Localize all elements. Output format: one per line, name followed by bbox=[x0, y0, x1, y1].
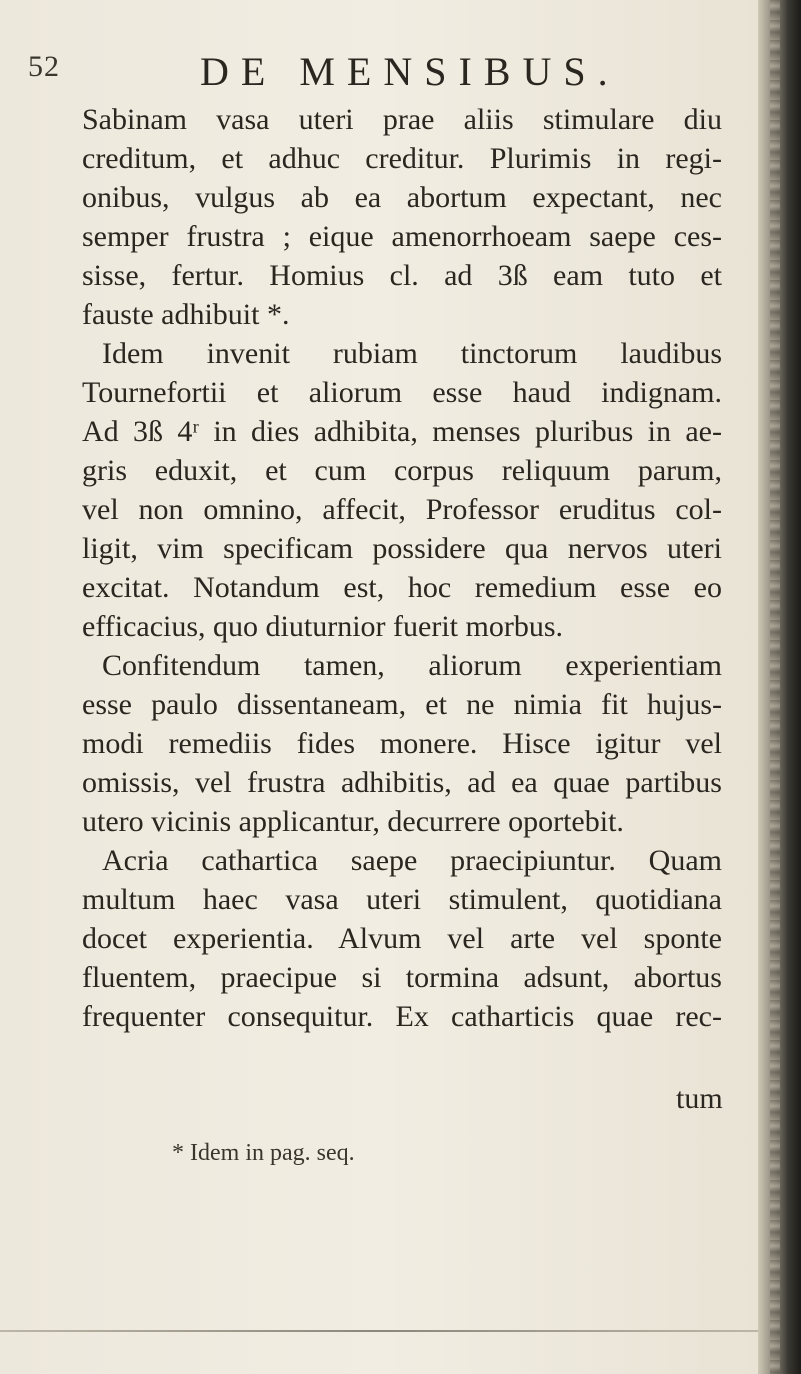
text-line: efficacius, quo diuturnior fuerit morbus. bbox=[82, 610, 563, 643]
text-line: Sabinam vasa uteri prae aliis stimulare diu bbox=[82, 103, 722, 136]
page-bottom-edge bbox=[0, 1330, 760, 1332]
text-line: fauste adhibuit *. bbox=[82, 298, 290, 331]
catchword: tum bbox=[676, 1082, 723, 1115]
text-line: excitat. Notandum est, hoc remedium esse eo bbox=[82, 571, 722, 604]
body-text bbox=[82, 100, 722, 1036]
footnote: * Idem in pag. seq. bbox=[172, 1140, 355, 1166]
page-number: 52 bbox=[28, 50, 60, 83]
text-line: fluentem, praecipue si tormina adsunt, abortus bbox=[82, 961, 722, 994]
text-line: Acria cathartica saepe praecipiuntur. Quam bbox=[102, 844, 722, 877]
text-line: omissis, vel frustra adhibitis, ad ea quae partibus bbox=[82, 766, 722, 799]
text-line: frequenter consequitur. Ex catharticis quae rec- bbox=[82, 1000, 722, 1033]
text-line: utero vicinis applicantur, decurrere oportebit. bbox=[82, 805, 624, 838]
text-line: modi remediis fides monere. Hisce igitur vel bbox=[82, 727, 722, 760]
text-line: gris eduxit, et cum corpus reliquum parum, bbox=[82, 454, 722, 487]
text-line: Ad 3ß 4ʳ in dies adhibita, menses pluribus in ae- bbox=[82, 415, 722, 448]
text-line: semper frustra ; eique amenorrhoeam saepe ces- bbox=[82, 220, 722, 253]
text-line: ligit, vim specificam possidere qua nervos uteri bbox=[82, 532, 722, 565]
binding-stitching bbox=[770, 0, 780, 1374]
text-line: Confitendum tamen, aliorum experientiam bbox=[102, 649, 722, 682]
text-line: vel non omnino, affecit, Professor eruditus col- bbox=[82, 493, 722, 526]
text-line: Tournefortii et aliorum esse haud indignam. bbox=[82, 376, 722, 409]
text-line: Idem invenit rubiam tinctorum laudibus bbox=[102, 337, 722, 370]
running-title: DE MENSIBUS. bbox=[200, 49, 620, 94]
text-line: docet experientia. Alvum vel arte vel sponte bbox=[82, 922, 722, 955]
text-line: sisse, fertur. Homius cl. ad 3ß eam tuto et bbox=[82, 259, 722, 292]
text-line: esse paulo dissentaneam, et ne nimia fit hujus- bbox=[82, 688, 722, 721]
text-line: creditum, et adhuc creditur. Plurimis in regi- bbox=[82, 142, 722, 175]
text-line: multum haec vasa uteri stimulent, quotidiana bbox=[82, 883, 722, 916]
page-header bbox=[0, 49, 760, 94]
text-line: onibus, vulgus ab ea abortum expectant, nec bbox=[82, 181, 722, 214]
